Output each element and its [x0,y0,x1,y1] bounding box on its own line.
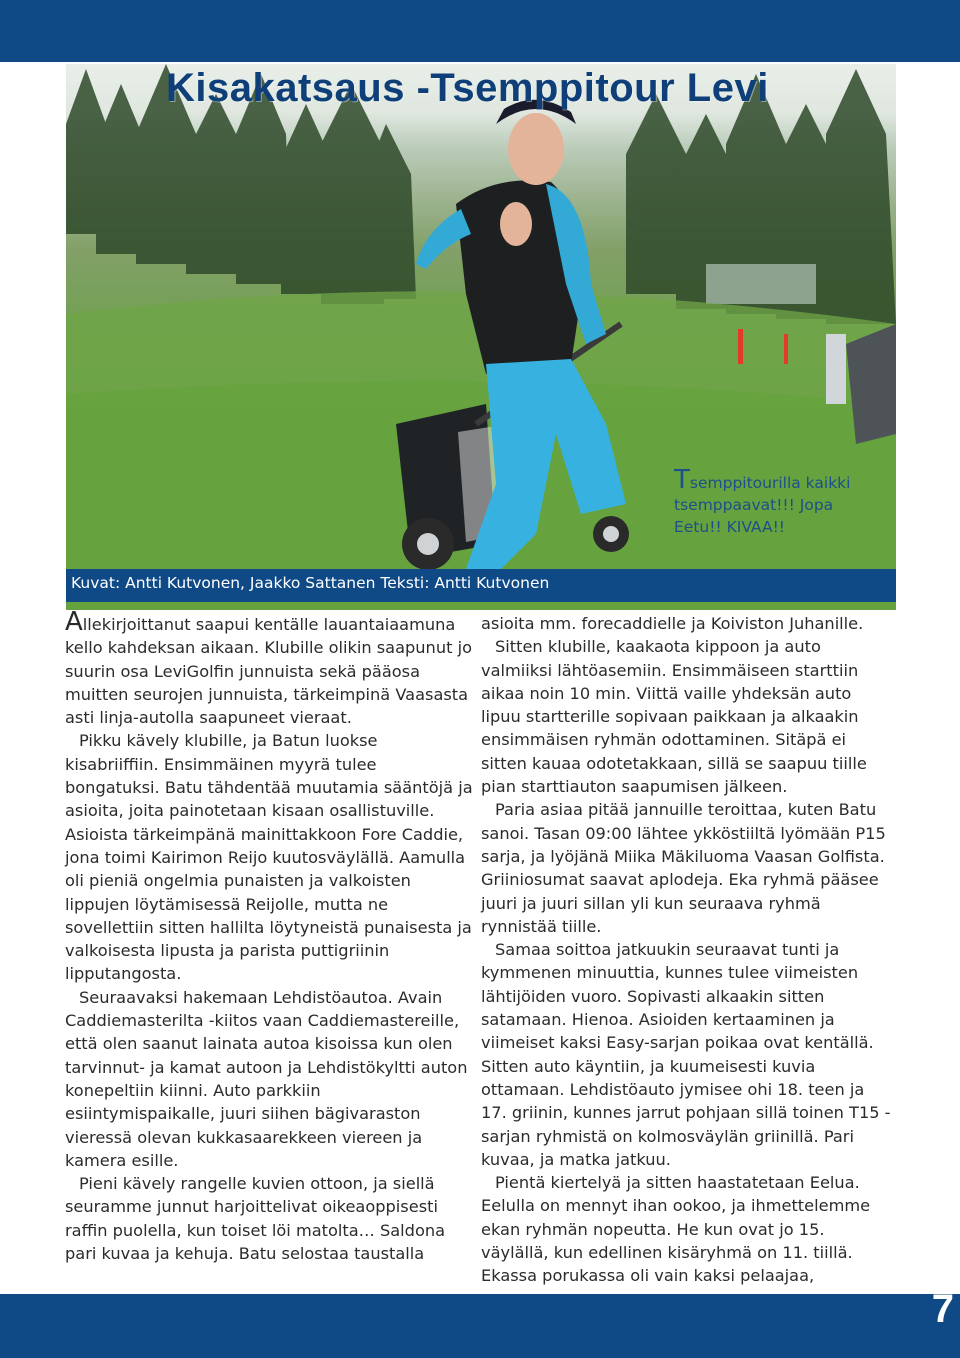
bottom-color-band [0,1294,960,1358]
paragraph: asioita mm. forecaddielle ja Koiviston Juhanille. [481,614,864,633]
paragraph: Pikku kävely klubille, ja Batun luokse kisabriiffiin. Ensimmäinen myyrä tulee bongatuksi. Batu tähdentää muutamia sääntöjä ja asioita, joita painotetaan kisaan osallistuville. Asioista tärkeimpänä mainittakkoon Fore Caddie, jona toimi Kairimon Reijo kuutosväylällä. Aamulla oli pieniä ongelmia punaisten ja valkoisten lippujen löytämisessä Reijolle, mutta ne sovellettiin sitten hallilta löytyneistä punaisesta ja valkoisesta lipusta ja parista puttigriinin lipputangosta. [65,731,473,984]
page-title: Kisakatsaus -Tsemppitour Levi [166,66,769,110]
article-column-right [481,612,895,1288]
caption-initial: T [674,465,690,495]
paragraph-text: llekirjoittanut saapui kentälle lauantaiaamuna kello kahdeksan aikaan. Klubille olikin saapunut jo suurin osa LeviGolfin junnuista sekä pääosa muitten seurojen junnuista, tärkeimpinä Vaasasta asti linja-autolla saapuneet vieraat. [65,615,472,728]
paragraph: Pientä kiertelyä ja sitten haastatetaan Eelua. Eelulla on mennyt ihan ookoo, ja ihmettelemme ekan ryhmän nopeutta. He kun ovat jo 15. väylällä, kun edellinen kisäryhmä on 11. tiillä. Ekassa porukassa oli vain kaksi pelaajaa, [481,1173,871,1286]
article-column-left [65,607,473,1265]
paragraph: Pieni kävely rangelle kuvien ottoon, ja siellä seuramme junnut harjoittelivat oikeaoppisesti raffin puolella, kun toiset löi matolta… Saldona pari kuvaa ja kehuja. Batu selostaa taustalla [65,1174,446,1264]
paragraph [65,607,473,729]
photo-credit: Kuvat: Antti Kutvonen, Jaakko Sattanen Teksti: Antti Kutvonen [71,574,550,592]
paragraph: Paria asiaa pitää jannuille teroittaa, kuten Batu sanoi. Tasan 09:00 lähtee ykköstiiltä lyömään P15 sarja, ja lyöjänä Miika Mäkiluoma Vaasan Golfista. Griiniosumat saavat aplodeja. Eka ryhmä pääsee juuri ja juuri sillan yli kun seuraava ryhmä rynnistää tiille. [481,800,886,936]
top-color-band [0,0,960,62]
photo-caption [674,465,884,538]
paragraph: Seuraavaksi hakemaan Lehdistöautoa. Avain Caddiemasterilta -kiitos vaan Caddiemastereille, että olen saanut lainata autoa kisoissa kun olen tarvinnut- ja kamat autoon ja Lehdistökyltti auton konepeltiin kiinni. Auto parkkiin esiintymispaikalle, juuri siihen bägivaraston vieressä olevan kukkasaarekkeen viereen ja kamera esille. [65,987,468,1170]
drop-cap: A [65,607,83,637]
cover-photo [66,64,896,610]
credit-bar [66,569,896,602]
paragraph: Samaa soittoa jatkuukin seuraavat tunti ja kymmenen minuuttia, kunnes tulee viimeisten lähtijöiden vuoro. Sopivasti alkaakin sitten satamaan. Hienoa. Asioiden kertaaminen ja viimeiset kaksi Easy-sarjan poikaa ovat kentällä. Sitten auto käyntiin, ja kuumeisesti kuvia ottamaan. Lehdistöauto jymisee ohi 18. teen ja 17. griinin, kunnes jarrut pohjaan sillä toinen T15 -sarjan ryhmistä on kolmosväylän griinillä. Pari kuvaa, ja matka jatkuu. [481,940,891,1169]
paragraph: Sitten klubille, kaakaota kippoon ja auto valmiiksi lähtöasemiin. Ensimmäiseen starttiin aikaa noin 10 min. Viittä vaille yhdeksän auto lipuu startterille sopivaan paikkaan ja alkaakin ensimmäisen ryhmän odottaminen. Sitäpä ei sitten kauaa odotetakkaan, sillä se saapuu tiille pian starttiauton saapumisen jälkeen. [481,637,867,797]
page-number: 7 [931,1287,954,1331]
caption-text: semppitourilla kaikki tsemppaavat!!! Jopa Eetu!! KIVAA!! [674,474,851,536]
